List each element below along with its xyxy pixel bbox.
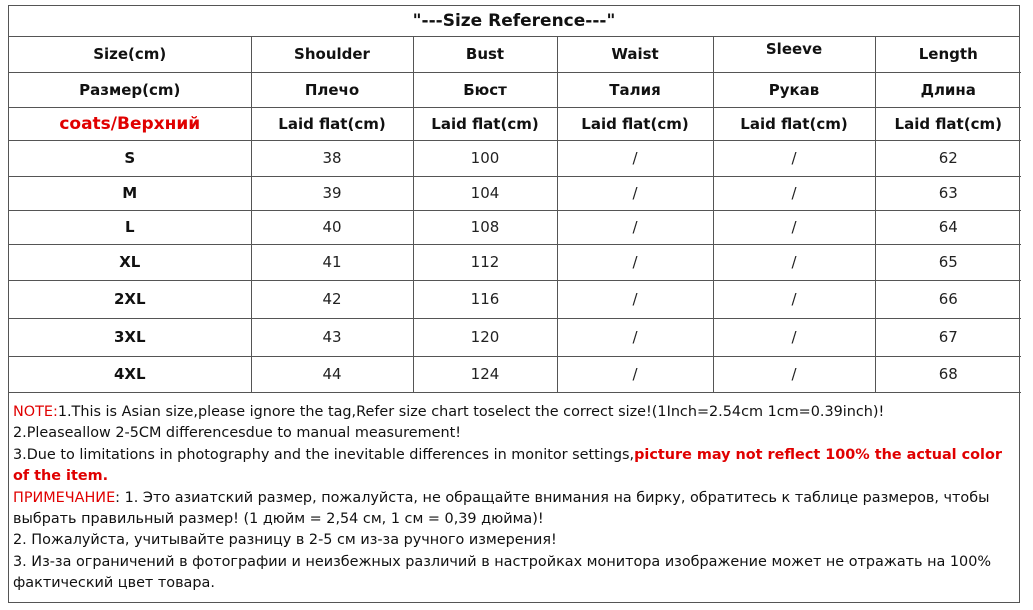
header-cell: Размер(cm) <box>9 72 251 107</box>
category-label: coats/Верхний <box>9 107 251 140</box>
bust-cell: 116 <box>413 280 557 318</box>
sleeve-cell: / <box>713 210 875 244</box>
waist-cell: / <box>557 176 713 210</box>
header-cell: Bust <box>413 37 557 72</box>
size-cell: 4XL <box>9 356 251 392</box>
shoulder-cell: 38 <box>251 140 413 176</box>
size-table <box>9 37 1021 393</box>
table-row <box>9 318 1021 356</box>
note-label-ru: ПРИМЕЧАНИЕ <box>13 489 116 506</box>
shoulder-cell: 43 <box>251 318 413 356</box>
header-cell: Size(cm) <box>9 37 251 72</box>
length-cell: 67 <box>875 318 1021 356</box>
waist-cell: / <box>557 140 713 176</box>
header-row-russian <box>9 72 1021 107</box>
sleeve-cell: / <box>713 244 875 280</box>
length-cell: 63 <box>875 176 1021 210</box>
bust-cell: 104 <box>413 176 557 210</box>
sleeve-cell: / <box>713 318 875 356</box>
waist-cell: / <box>557 210 713 244</box>
bust-cell: 120 <box>413 318 557 356</box>
note-line-ru-1 <box>13 488 1015 531</box>
shoulder-cell: 42 <box>251 280 413 318</box>
header-cell: Shoulder <box>251 37 413 72</box>
note-text: 1.This is Asian size,please ignore the tag,Refer size chart toselect the correct size!(1Inch=2.54cm 1cm=0.39inch)! <box>57 404 885 420</box>
table-row <box>9 356 1021 392</box>
measure-label: Laid flat(cm) <box>557 107 713 140</box>
size-cell: L <box>9 210 251 244</box>
measure-label: Laid flat(cm) <box>413 107 557 140</box>
size-cell: M <box>9 176 251 210</box>
waist-cell: / <box>557 356 713 392</box>
table-row <box>9 210 1021 244</box>
note-line-ru-2: 2. Пожалуйста, учитывайте разницу в 2-5 см из-за ручного измерения! <box>13 532 557 549</box>
note-text-ru: : 1. Это азиатский размер, пожалуйста, не обращайте внимания на бирку, обратитесь к таблице размеров, чтобы выбрать правильный размер! (1 дюйм = 2,54 см, 1 см = 0,39 дюйма)! <box>13 489 990 528</box>
length-cell: 68 <box>875 356 1021 392</box>
shoulder-cell: 44 <box>251 356 413 392</box>
sleeve-cell: / <box>713 140 875 176</box>
header-cell: Длина <box>875 72 1021 107</box>
waist-cell: / <box>557 280 713 318</box>
chart-title: "---Size Reference---" <box>9 6 1019 37</box>
note-line-1 <box>13 402 1015 423</box>
notes-section <box>9 398 1019 603</box>
table-row <box>9 244 1021 280</box>
header-cell: Бюст <box>413 72 557 107</box>
measure-label: Laid flat(cm) <box>875 107 1021 140</box>
measure-label: Laid flat(cm) <box>713 107 875 140</box>
sleeve-cell: / <box>713 356 875 392</box>
length-cell: 66 <box>875 280 1021 318</box>
header-cell: Waist <box>557 37 713 72</box>
size-cell: S <box>9 140 251 176</box>
measure-method-row <box>9 107 1021 140</box>
bust-cell: 100 <box>413 140 557 176</box>
size-cell: 2XL <box>9 280 251 318</box>
header-cell: Рукав <box>713 72 875 107</box>
table-row <box>9 140 1021 176</box>
bust-cell: 112 <box>413 244 557 280</box>
shoulder-cell: 39 <box>251 176 413 210</box>
bust-cell: 108 <box>413 210 557 244</box>
note-line-ru-3: 3. Из-за ограничений в фотографии и неизбежных различий в настройках монитора изображение может не отражать на 100% фактический цвет товара. <box>13 553 992 592</box>
sleeve-cell: / <box>713 176 875 210</box>
table-row <box>9 280 1021 318</box>
table-row <box>9 176 1021 210</box>
header-cell: Талия <box>557 72 713 107</box>
shoulder-cell: 40 <box>251 210 413 244</box>
size-reference-chart <box>8 5 1020 603</box>
size-cell: 3XL <box>9 318 251 356</box>
bust-cell: 124 <box>413 356 557 392</box>
note-line-2: 2.Pleaseallow 2-5CM differencesdue to manual measurement! <box>13 425 462 442</box>
waist-cell: / <box>557 244 713 280</box>
header-cell: Length <box>875 37 1021 72</box>
measure-label: Laid flat(cm) <box>251 107 413 140</box>
note-line-3 <box>13 445 1015 488</box>
sleeve-cell: / <box>713 280 875 318</box>
header-cell: Плечо <box>251 72 413 107</box>
length-cell: 62 <box>875 140 1021 176</box>
note-text: 3.Due to limitations in photography and the inevitable differences in monitor settings, <box>13 446 635 463</box>
waist-cell: / <box>557 318 713 356</box>
size-cell: XL <box>9 244 251 280</box>
header-row-english <box>9 37 1021 72</box>
header-cell: Sleeve <box>713 37 875 72</box>
length-cell: 64 <box>875 210 1021 244</box>
length-cell: 65 <box>875 244 1021 280</box>
note-label: NOTE: <box>13 404 58 420</box>
color-warning: picture may not reflect 100% the actual color of the item. <box>13 446 1002 485</box>
shoulder-cell: 41 <box>251 244 413 280</box>
